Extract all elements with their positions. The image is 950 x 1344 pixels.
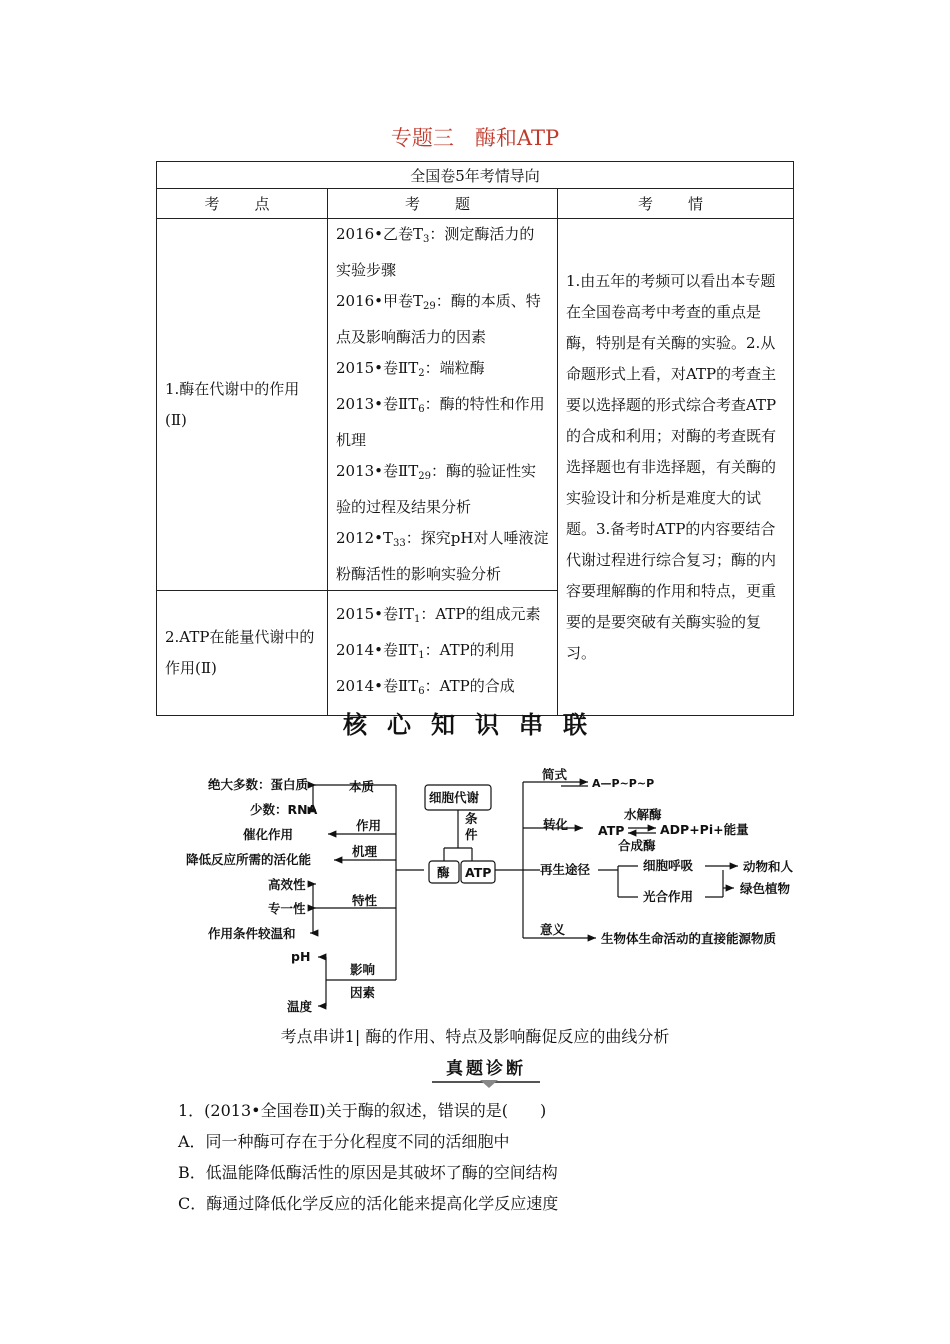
map-enzyme: 酶 [437, 865, 450, 880]
page-title: 专题三 酶和ATP [390, 126, 560, 150]
header-point: 考 点 [157, 189, 328, 219]
map-atp: ATP [465, 865, 492, 880]
question-item: 2015•卷$ⅠT_1$：ATP的组成元素 [336, 605, 541, 625]
question-item: $2012•T_{33}$：探究pH对人唾液淀粉酶活性的影响实验分析 [336, 529, 549, 583]
map-mechanism-item: 降低反应所需的活化能 [186, 852, 312, 867]
question-item: 2013•卷$ⅡT_{29}$：酶的验证性实验的过程及结果分析 [336, 462, 536, 516]
map-formula: A—P~P~P [592, 777, 655, 790]
map-condition-b: 件 [465, 827, 478, 842]
map-meaning-label: 意义 [540, 922, 566, 937]
map-plants: 绿色植物 [740, 881, 791, 896]
section-title: 考点串讲1| 酶的作用、特点及影响酶促反应的曲线分析 [280, 1027, 670, 1046]
question-item: 2016•乙卷$T_3$：测定酶活力的实验步骤 [336, 225, 535, 279]
question-item: 2016•甲卷$T_{29}$：酶的本质、特点及影响酶活力的因素 [336, 292, 541, 346]
map-condition-a: 条 [465, 811, 478, 826]
map-char-efficient: 高效性 [268, 877, 306, 892]
map-char-mild: 作用条件较温和 [208, 926, 296, 941]
question-item: 2014•卷$ⅡT_6$：ATP的合成 [336, 677, 515, 697]
table-caption: 全国卷5年考情导向 [157, 162, 794, 189]
concept-map [178, 760, 808, 1018]
map-animals: 动物和人 [743, 859, 794, 874]
exam-analysis-table [156, 161, 794, 716]
map-mechanism-label: 机理 [352, 844, 378, 859]
map-meaning: 生物体生命活动的直接能源物质 [601, 931, 777, 946]
analysis-text: 1.由五年的考频可以看出本专题在全国卷高考中考查的重点是酶，特别是有关酶的实验。2.从命题形式上看，对ATP的考查主要以选择题的形式综合考查ATP的合成和利用；对酶的考查既有选择题也有非选择题，有关酶的实验设计和分析是难度大的试题。3.备考时ATP的内容要结合代谢过程进行综合复习；酶的内容要理解酶的作用和特点，更重要的是要突破有关酶实验的复习。 [558, 219, 794, 716]
map-factors-label-b: 因素 [350, 985, 376, 1000]
map-regen-label: 再生途径 [540, 862, 591, 877]
map-synthase: 合成酶 [618, 838, 656, 853]
map-nature-protein: 绝大多数：蛋白质 [208, 777, 309, 792]
map-function-label: 作用 [356, 818, 382, 833]
question-item: 2013•卷$ⅡT_6$：酶的特性和作用机理 [336, 395, 545, 449]
diagnosis-title: 真题诊断 [432, 1054, 540, 1083]
map-char-label: 特性 [352, 893, 378, 908]
map-photosynthesis: 光合作用 [643, 889, 694, 904]
map-hydrolase: 水解酶 [624, 807, 662, 822]
map-atp-left: ATP [598, 823, 625, 838]
option-b: B．低温能降低酶活性的原因是其破坏了酶的空间结构 [178, 1163, 558, 1182]
map-formula-label: 简式 [542, 767, 568, 782]
questions-enzyme [328, 219, 558, 591]
map-factor-temperature: 温度 [287, 999, 313, 1014]
header-analysis: 考 情 [558, 189, 794, 219]
header-question: 考 题 [328, 189, 558, 219]
topic-enzyme: 1.酶在代谢中的作用(Ⅱ) [157, 219, 328, 591]
question-item: 2014•卷$ⅡT_1$：ATP的利用 [336, 641, 515, 661]
topic-atp: 2.ATP在能量代谢中的作用(Ⅱ) [157, 591, 328, 716]
map-factor-ph: pH [291, 949, 311, 964]
map-respiration: 细胞呼吸 [643, 858, 694, 873]
map-atp-right: ADP+Pi+能量 [660, 822, 749, 837]
core-knowledge-title: 核心知识串联 [343, 711, 607, 739]
question-item: 2015•卷$ⅡT_2$：端粒酶 [336, 359, 485, 379]
questions-atp [328, 591, 558, 716]
diagnosis-marker [480, 1080, 498, 1088]
map-char-specific: 专一性 [268, 901, 306, 916]
question-stem: 1．(2013•全国卷Ⅱ)关于酶的叙述，错误的是( ) [178, 1101, 547, 1120]
map-function-item: 催化作用 [243, 827, 294, 842]
map-conversion-label: 转化 [543, 817, 569, 832]
map-nature-label: 本质 [349, 779, 375, 794]
option-c: C．酶通过降低化学反应的活化能来提高化学反应速度 [178, 1194, 559, 1213]
option-a: A．同一种酶可存在于分化程度不同的活细胞中 [178, 1132, 510, 1151]
map-nature-rna: 少数：RNA [250, 802, 318, 817]
map-factors-label-a: 影响 [350, 962, 376, 977]
map-metabolism: 细胞代谢 [429, 790, 480, 805]
